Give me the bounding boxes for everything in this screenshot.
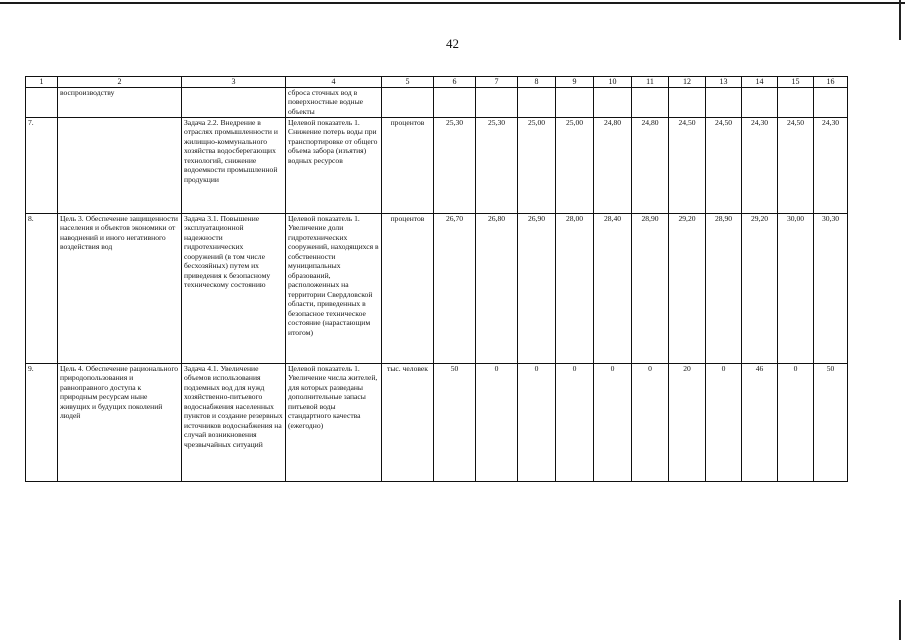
value-cell: 25,00 bbox=[556, 118, 594, 214]
table-row bbox=[26, 88, 848, 118]
column-header: 7 bbox=[476, 77, 518, 88]
column-header: 5 bbox=[382, 77, 434, 88]
value-cell: 24,80 bbox=[632, 118, 669, 214]
column-header: 2 bbox=[58, 77, 182, 88]
goal-cell: Цель 3. Обеспечение защищенности населения и объектов экономики от наводнений и иного негативного воздействия вод bbox=[58, 214, 182, 364]
value-cell: 0 bbox=[476, 364, 518, 482]
value-cell: 24,50 bbox=[669, 118, 706, 214]
unit-cell: тыс. человек bbox=[382, 364, 434, 482]
value-cell: 30,30 bbox=[814, 214, 848, 364]
indicator-cell: Целевой показатель 1. Снижение потерь воды при транспортировке от общего объема забора (изъятия) водных ресурсов bbox=[286, 118, 382, 214]
row-number-cell: 8. bbox=[26, 214, 58, 364]
unit-cell: процентов bbox=[382, 118, 434, 214]
value-cell: 28,00 bbox=[556, 214, 594, 364]
task-cell bbox=[182, 88, 286, 118]
value-cell: 25,00 bbox=[518, 118, 556, 214]
column-header: 10 bbox=[594, 77, 632, 88]
value-cell: 0 bbox=[778, 364, 814, 482]
value-cell: 24,30 bbox=[742, 118, 778, 214]
value-cell: 24,30 bbox=[814, 118, 848, 214]
value-cell bbox=[434, 88, 476, 118]
column-header: 11 bbox=[632, 77, 669, 88]
column-header: 6 bbox=[434, 77, 476, 88]
task-cell: Задача 2.2. Внедрение в отраслях промышленности и жилищно-коммунального хозяйства водосберегающих технологий, снижение водоемкости промышленной продукции bbox=[182, 118, 286, 214]
value-cell: 20 bbox=[669, 364, 706, 482]
value-cell: 29,20 bbox=[742, 214, 778, 364]
value-cell bbox=[669, 88, 706, 118]
goal-cell: Цель 4. Обеспечение рационального природопользования и равноправного доступа к природным ресурсам ныне живущих и будущих поколений людей bbox=[58, 364, 182, 482]
column-header: 9 bbox=[556, 77, 594, 88]
value-cell bbox=[814, 88, 848, 118]
value-cell: 0 bbox=[518, 364, 556, 482]
value-cell: 26,80 bbox=[476, 214, 518, 364]
goal-cell: воспроизводству bbox=[58, 88, 182, 118]
value-cell: 0 bbox=[594, 364, 632, 482]
unit-cell bbox=[382, 88, 434, 118]
scan-edge-mark bbox=[899, 0, 901, 40]
value-cell bbox=[706, 88, 742, 118]
column-header: 15 bbox=[778, 77, 814, 88]
indicator-cell: Целевой показатель 1. Увеличение доли гидротехнических сооружений, находящихся в собственности муниципальных образований, расположенных на территории Свердловской области, приведенных в безопасное техническое состояние (нарастающим итогом) bbox=[286, 214, 382, 364]
value-cell: 50 bbox=[434, 364, 476, 482]
unit-cell: процентов bbox=[382, 214, 434, 364]
value-cell: 25,30 bbox=[434, 118, 476, 214]
value-cell: 25,30 bbox=[476, 118, 518, 214]
value-cell: 28,90 bbox=[706, 214, 742, 364]
scan-edge-mark bbox=[899, 600, 901, 640]
page-number: 42 bbox=[446, 36, 459, 51]
value-cell: 30,00 bbox=[778, 214, 814, 364]
value-cell bbox=[742, 88, 778, 118]
column-header: 4 bbox=[286, 77, 382, 88]
value-cell bbox=[476, 88, 518, 118]
column-header: 12 bbox=[669, 77, 706, 88]
value-cell: 24,50 bbox=[706, 118, 742, 214]
column-header: 3 bbox=[182, 77, 286, 88]
column-header: 13 bbox=[706, 77, 742, 88]
column-header: 16 bbox=[814, 77, 848, 88]
column-header: 14 bbox=[742, 77, 778, 88]
value-cell: 28,40 bbox=[594, 214, 632, 364]
table-row bbox=[26, 214, 848, 364]
value-cell: 0 bbox=[556, 364, 594, 482]
column-header: 1 bbox=[26, 77, 58, 88]
value-cell: 0 bbox=[706, 364, 742, 482]
task-cell: Задача 4.1. Увеличение объемов использования подземных вод для нужд хозяйственно-питьевого водоснабжения населенных пунктов и создание резервных источников водоснабжения на случай возникновения чрезвычайных ситуаций bbox=[182, 364, 286, 482]
value-cell: 50 bbox=[814, 364, 848, 482]
value-cell: 24,50 bbox=[778, 118, 814, 214]
indicators-table bbox=[25, 76, 848, 482]
value-cell bbox=[778, 88, 814, 118]
value-cell: 0 bbox=[632, 364, 669, 482]
task-cell: Задача 3.1. Повышение эксплуатационной надежности гидротехнических сооружений (в том числе бесхозяйных) путем их приведения к безопасному техническому состоянию bbox=[182, 214, 286, 364]
value-cell bbox=[594, 88, 632, 118]
value-cell: 46 bbox=[742, 364, 778, 482]
value-cell bbox=[518, 88, 556, 118]
table-row bbox=[26, 364, 848, 482]
value-cell: 29,20 bbox=[669, 214, 706, 364]
goal-cell bbox=[58, 118, 182, 214]
indicator-cell: Целевой показатель 1. Увеличение числа жителей, для которых разведаны дополнительные запасы питьевой воды стандартного качества (ежегодно) bbox=[286, 364, 382, 482]
row-number-cell bbox=[26, 88, 58, 118]
value-cell bbox=[556, 88, 594, 118]
column-header: 8 bbox=[518, 77, 556, 88]
value-cell: 24,80 bbox=[594, 118, 632, 214]
value-cell: 28,90 bbox=[632, 214, 669, 364]
value-cell: 26,70 bbox=[434, 214, 476, 364]
row-number-cell: 7. bbox=[26, 118, 58, 214]
table-header-row bbox=[26, 77, 848, 88]
table-row bbox=[26, 118, 848, 214]
indicator-cell: сброса сточных вод в поверхностные водные объекты bbox=[286, 88, 382, 118]
scan-edge-line bbox=[0, 2, 905, 4]
value-cell: 26,90 bbox=[518, 214, 556, 364]
row-number-cell: 9. bbox=[26, 364, 58, 482]
value-cell bbox=[632, 88, 669, 118]
